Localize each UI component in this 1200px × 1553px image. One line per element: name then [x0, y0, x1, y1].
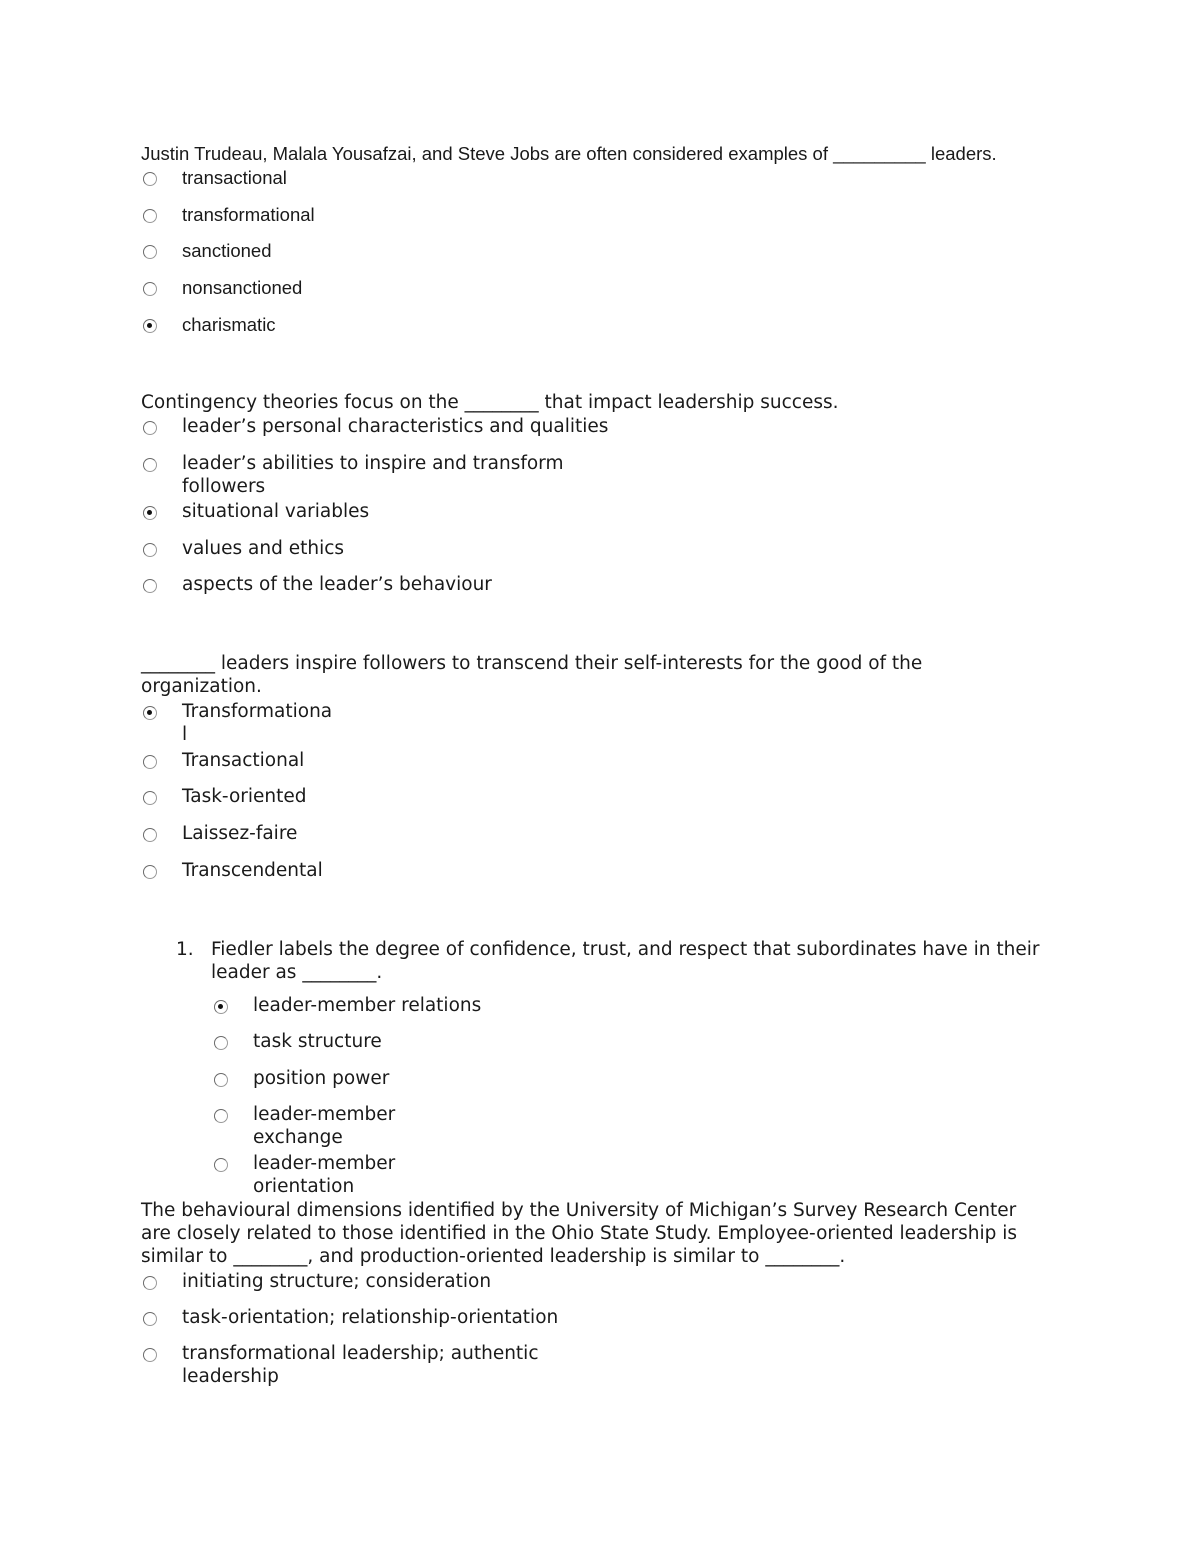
radio-button[interactable] [214, 1036, 228, 1050]
option-label: values and ethics [182, 538, 345, 559]
radio-button[interactable] [143, 791, 157, 805]
radio-button[interactable] [143, 1348, 157, 1362]
option-label: Transactional [182, 750, 305, 771]
option-label: transformational [182, 204, 315, 225]
option-label: leader-member exchange [253, 1104, 396, 1148]
option-label: position power [253, 1068, 390, 1089]
option-label: aspects of the leader’s behaviour [182, 574, 492, 595]
radio-button[interactable] [214, 1109, 228, 1123]
radio-button[interactable] [143, 543, 157, 557]
option-label: nonsanctioned [182, 277, 303, 298]
option-label: Laissez-faire [182, 823, 298, 844]
radio-button-selected[interactable] [143, 706, 157, 720]
radio-button[interactable] [143, 828, 157, 842]
radio-button[interactable] [143, 209, 157, 223]
radio-button-selected[interactable] [143, 319, 157, 333]
radio-button[interactable] [143, 421, 157, 435]
option-label: leader’s abilities to inspire and transform followers [182, 453, 564, 497]
radio-button[interactable] [214, 1158, 228, 1172]
question-stem: Fiedler labels the degree of confidence, trust, and respect that subordinates have in their leader as ________. [211, 939, 1046, 983]
question-stem: The behavioural dimensions identified by the University of Michigan’s Survey Research Center are closely related to those identified in the Ohio State Study. Employee-oriented leadership is similar to ________, and production-oriented leadership is similar to ________. [141, 1200, 1023, 1267]
option-label: transformational leadership; authentic leadership [182, 1343, 539, 1387]
option-label: Transformational [182, 701, 333, 745]
radio-button[interactable] [143, 245, 157, 259]
radio-button[interactable] [143, 172, 157, 186]
radio-button[interactable] [143, 1312, 157, 1326]
option-label: leader-member relations [253, 995, 482, 1016]
option-label: transactional [182, 167, 287, 188]
radio-button[interactable] [143, 865, 157, 879]
option-label: task-orientation; relationship-orientation [182, 1307, 559, 1328]
option-label: sanctioned [182, 240, 272, 261]
option-label: Task-oriented [182, 786, 307, 807]
question-stem: Contingency theories focus on the ________ that impact leadership success. [141, 392, 839, 413]
option-label: Transcendental [182, 860, 323, 881]
radio-button[interactable] [143, 579, 157, 593]
radio-button[interactable] [214, 1073, 228, 1087]
option-label: charismatic [182, 314, 276, 335]
radio-button[interactable] [143, 458, 157, 472]
radio-button[interactable] [143, 282, 157, 296]
radio-button-selected[interactable] [214, 1000, 228, 1014]
option-label: leader’s personal characteristics and qualities [182, 416, 609, 437]
option-label: leader-member orientation [253, 1153, 396, 1197]
option-label: situational variables [182, 501, 370, 522]
radio-button-selected[interactable] [143, 506, 157, 520]
option-label: initiating structure; consideration [182, 1271, 492, 1292]
question-number: 1. [176, 939, 194, 960]
question-stem: ________ leaders inspire followers to transcend their self-interests for the good of the organization. [141, 653, 929, 697]
option-label: task structure [253, 1031, 382, 1052]
radio-button[interactable] [143, 755, 157, 769]
radio-button[interactable] [143, 1276, 157, 1290]
question-stem: Justin Trudeau, Malala Yousafzai, and Steve Jobs are often considered examples of _________ leaders. [141, 143, 997, 164]
